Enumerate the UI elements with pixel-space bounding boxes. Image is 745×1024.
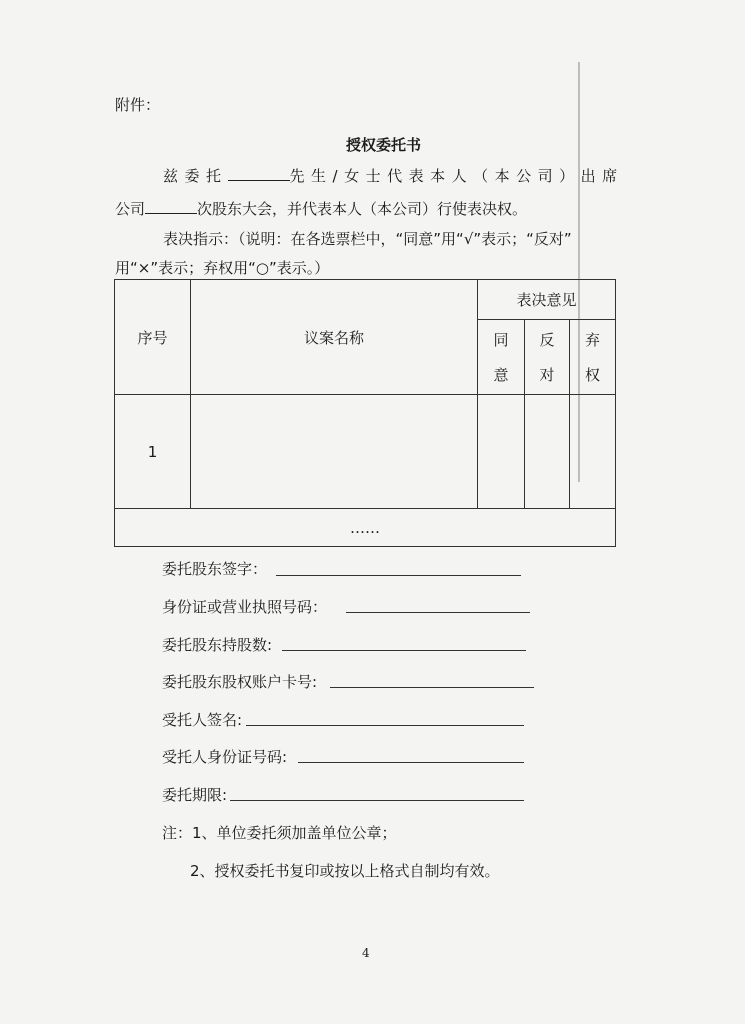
intro-line1-suffix: 先生/女士代表本人（本公司）出席 bbox=[289, 167, 624, 185]
oppose-char-2: 对 bbox=[539, 366, 555, 384]
note-1: 注：1、单位委托须加盖单位公章； bbox=[162, 824, 397, 842]
header-proposal-name: 议案名称 bbox=[191, 280, 478, 395]
page-number: 4 bbox=[362, 946, 370, 960]
header-vote-opinion: 表决意见 bbox=[478, 280, 616, 320]
field-term-label: 委托期限: bbox=[162, 786, 228, 804]
intro-line1-prefix: 兹委托 bbox=[163, 167, 228, 185]
row-oppose-cell[interactable] bbox=[525, 395, 570, 509]
field-account-card-line[interactable] bbox=[330, 687, 534, 688]
agree-char-2: 意 bbox=[493, 366, 509, 384]
abstain-char-1: 弃 bbox=[585, 331, 601, 349]
header-abstain bbox=[570, 320, 616, 395]
note-2: 2、授权委托书复印或按以上格式自制均有效。 bbox=[190, 862, 500, 880]
instruction-line-1: 表决指示：（说明：在各选票栏中，“同意”用“√”表示；“反对” bbox=[163, 230, 572, 248]
row-abstain-cell[interactable] bbox=[570, 395, 616, 509]
agree-char-1: 同 bbox=[493, 331, 509, 349]
field-account-card-label: 委托股东股权账户卡号: bbox=[162, 673, 318, 691]
header-agree bbox=[478, 320, 525, 395]
row-proposal-name bbox=[191, 395, 478, 509]
field-proxy-id-line[interactable] bbox=[298, 762, 524, 763]
instruction-line-2: 用“×”表示；弃权用“○”表示。） bbox=[115, 259, 330, 277]
document-title: 授权委托书 bbox=[346, 136, 422, 154]
table-more-row: …… bbox=[115, 509, 616, 547]
field-shareholder-signature-line[interactable] bbox=[276, 575, 521, 576]
intro-line2-prefix: 公司 bbox=[115, 200, 146, 218]
table-row bbox=[115, 395, 616, 509]
field-proxy-id-label: 受托人身份证号码: bbox=[162, 748, 288, 766]
attachment-label: 附件： bbox=[115, 96, 161, 114]
intro-line-2 bbox=[115, 198, 527, 219]
field-proxy-signature-label: 受托人签名: bbox=[162, 711, 243, 729]
intro-line-1 bbox=[163, 165, 624, 186]
field-id-number-line[interactable] bbox=[346, 612, 530, 613]
delegate-name-blank bbox=[228, 166, 290, 181]
field-shares-held-line[interactable] bbox=[282, 650, 526, 651]
meeting-number-blank bbox=[145, 199, 197, 214]
field-shareholder-signature-label: 委托股东签字： bbox=[162, 560, 268, 578]
row-agree-cell[interactable] bbox=[478, 395, 525, 509]
header-seq: 序号 bbox=[115, 280, 191, 395]
field-proxy-signature-line[interactable] bbox=[246, 725, 524, 726]
field-shares-held-label: 委托股东持股数: bbox=[162, 636, 273, 654]
field-term-line[interactable] bbox=[230, 800, 524, 801]
row-seq: 1 bbox=[115, 395, 191, 509]
voting-table bbox=[114, 279, 616, 547]
abstain-char-2: 权 bbox=[585, 366, 601, 384]
oppose-char-1: 反 bbox=[539, 331, 555, 349]
field-id-number-label: 身份证或营业执照号码： bbox=[162, 598, 328, 616]
header-oppose bbox=[525, 320, 570, 395]
intro-line2-suffix: 次股东大会，并代表本人（本公司）行使表决权。 bbox=[197, 200, 528, 218]
